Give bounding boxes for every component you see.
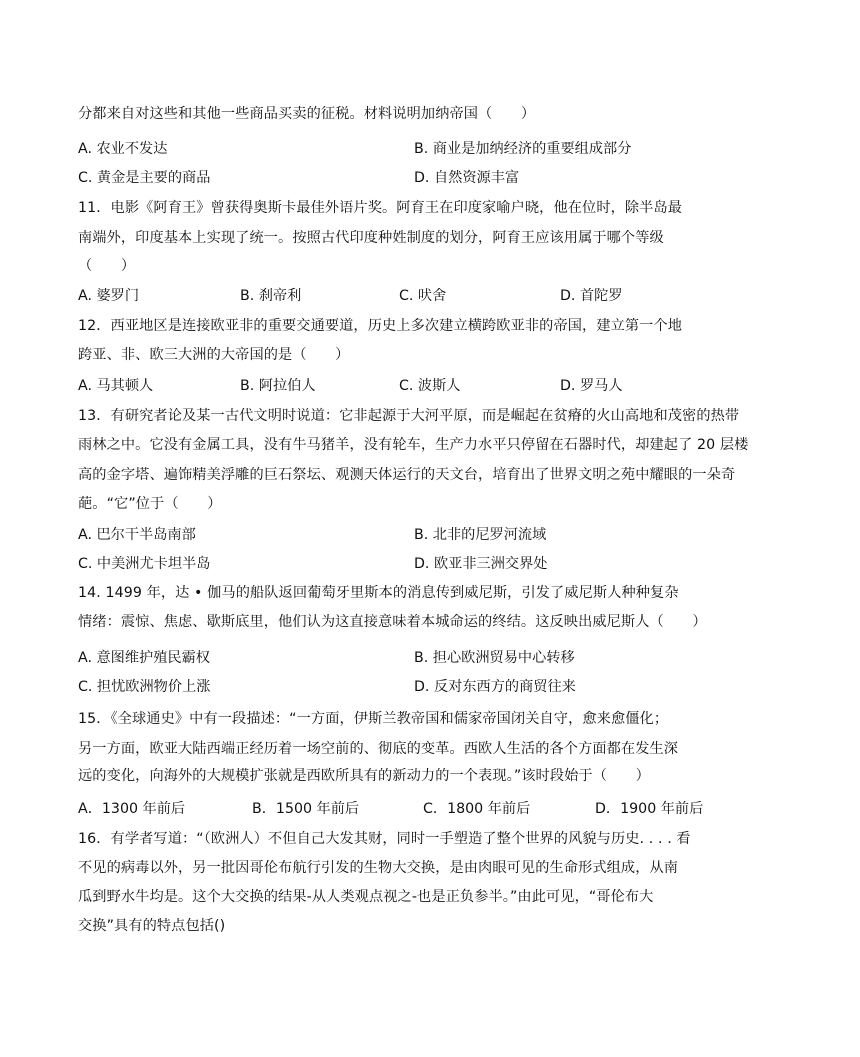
q13-stem-line-4: 葩。“它”位于（ ）: [78, 496, 222, 512]
q11-stem-line-2: 南端外，印度基本上实现了统一。按照古代印度种姓制度的划分，阿育王应该用属于哪个等级: [78, 230, 664, 246]
q12-option-c: C. 波斯人: [399, 378, 461, 394]
q10-stem-tail: 分都来自对这些和其他一些商品买卖的征税。材料说明加纳帝国（ ）: [78, 106, 536, 122]
q15-stem-line-3: 远的变化，向海外的大规模扩张就是西欧所具有的新动力的一个表现。”该时段始于（ ）: [78, 768, 650, 784]
q12-stem-line-1: 12．西亚地区是连接欧亚非的重要交通要道，历史上多次建立横跨欧亚非的帝国，建立第一个地: [78, 318, 683, 334]
q14-option-a: A. 意图维护殖民霸权: [78, 650, 210, 666]
q10-option-c: C. 黄金是主要的商品: [78, 170, 211, 186]
q14-option-d: D. 反对东西方的商贸往来: [414, 679, 576, 695]
q16-stem-line-3: 瓜到野水牛均是。这个大交换的结果-从人类观点视之-也是正负参半。”由此可见，“哥伦布大: [78, 889, 654, 905]
q14-stem-line-1: 14. 1499 年，达 • 伽马的船队返回葡萄牙里斯本的消息传到威尼斯，引发了威尼斯人种种复杂: [78, 585, 679, 601]
q11-option-c: C. 吠舍: [399, 288, 447, 304]
q12-stem-line-2: 跨亚、非、欧三大洲的大帝国的是（ ）: [78, 347, 350, 363]
q11-stem-line-3: （ ）: [78, 258, 136, 274]
q13-option-a: A. 巴尔干半岛南部: [78, 527, 196, 543]
q12-option-a: A. 马其顿人: [78, 378, 154, 394]
q12-option-b: B. 阿拉伯人: [240, 378, 316, 394]
q16-stem-line-1: 16．有学者写道：“（欧洲人）不但自己大发其财，同时一手塑造了整个世界的风貌与历史. . . . 看: [78, 831, 691, 847]
q16-stem-line-4: 交换”具有的特点包括(): [78, 918, 226, 934]
q11-stem-line-1: 11．电影《阿育王》曾获得奥斯卡最佳外语片奖。阿育王在印度家喻户晓，他在位时，除半岛最: [78, 200, 683, 216]
q13-option-c: C. 中美洲尤卡坦半岛: [78, 556, 211, 572]
q15-stem-line-1: 15．《全球通史》中有一段描述：“一方面，伊斯兰教帝国和儒家帝国闭关自守，愈来愈僵化；: [78, 711, 669, 727]
q10-option-d: D. 自然资源丰富: [414, 170, 520, 186]
q11-option-d: D. 首陀罗: [560, 288, 623, 304]
q11-option-b: B. 刹帝利: [240, 288, 302, 304]
q10-option-a: A. 农业不发达: [78, 141, 168, 157]
q12-option-d: D. 罗马人: [560, 378, 623, 394]
q16-stem-line-2: 不见的病毒以外，另一批因哥伦布航行引发的生物大交换，是由肉眼可见的生命形式组成，从南: [78, 860, 679, 876]
q14-option-b: B. 担心欧洲贸易中心转移: [414, 650, 575, 666]
q15-stem-line-2: 另一方面，欧亚大陆西端正经历着一场空前的、彻底的变革。西欧人生活的各个方面都在发生深: [78, 741, 679, 757]
q11-option-a: A. 婆罗门: [78, 288, 140, 304]
q13-option-d: D. 欧亚非三洲交界处: [414, 556, 548, 572]
q13-stem-line-1: 13．有研究者论及某一古代文明时说道：它非起源于大河平原，而是崛起在贫瘠的火山高地和茂密的热带: [78, 408, 740, 424]
q15-option-c: C．1800 年前后: [423, 801, 531, 817]
q15-option-d: D．1900 年前后: [595, 801, 704, 817]
q15-option-b: B．1500 年前后: [252, 801, 360, 817]
q15-option-a: A．1300 年前后: [78, 801, 186, 817]
q10-option-b: B. 商业是加纳经济的重要组成部分: [414, 141, 632, 157]
q14-option-c: C. 担忧欧洲物价上涨: [78, 679, 211, 695]
q13-stem-line-2: 雨林之中。它没有金属工具，没有牛马猪羊，没有轮车，生产力水平只停留在石器时代，却建起了 20 层楼: [78, 437, 749, 453]
q14-stem-line-2: 情绪：震惊、焦虑、歇斯底里，他们认为这直接意味着本城命运的终结。这反映出威尼斯人（ ）: [78, 614, 707, 630]
q13-option-b: B. 北非的尼罗河流域: [414, 527, 547, 543]
q13-stem-line-3: 高的金字塔、遍饰精美浮雕的巨石祭坛、观测天体运行的天文台，培育出了世界文明之苑中耀眼的一朵奇: [78, 467, 736, 483]
